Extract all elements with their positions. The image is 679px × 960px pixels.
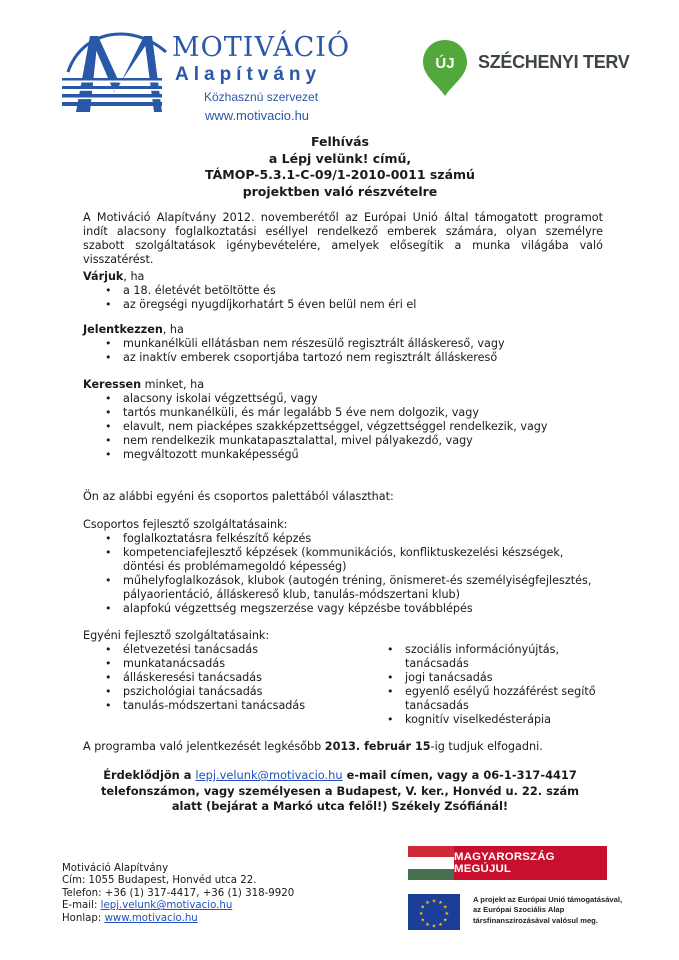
footer-contact-block [62,863,294,925]
eu-note-line: A projekt az Európai Unió támogatásával, [473,895,623,904]
szechenyi-mark-text: ÚJ [435,55,455,72]
section-egyeni [83,629,603,727]
brand-subtitle: Alapítvány [175,64,322,85]
list-item: • szociális információnyújtás, tanácsadás [365,643,603,671]
hungarian-flag-icon [408,846,454,880]
footer-phone: Telefon: +36 (1) 317-4417, +36 (1) 318-9920 [62,887,295,899]
brand-website[interactable]: www.motivacio.hu [205,108,310,123]
svg-text:★: ★ [420,904,426,911]
footer-web-link[interactable]: www.motivacio.hu [104,912,198,924]
document-title [120,134,560,200]
motivacio-logo-icon [62,22,168,120]
list-item: • alapfokú végzettség megszerzése vagy képzésbe továbblépés [83,602,603,616]
list [83,392,603,462]
brand-name: MOTIVÁCIÓ [172,32,351,63]
list-item: • életvezetési tanácsadás [83,643,365,657]
footer-email-row: E-mail: lepj.velunk@motivacio.hu [62,900,233,912]
section-heading: Várjuk, ha [83,270,145,283]
svg-text:★: ★ [425,921,430,928]
palette-intro: Ön az alábbi egyéni és csoportos palettából választhat: [83,490,394,503]
list-right [365,643,603,727]
list-item: • az öregségi nyugdíjkorhatárt 5 éven belül nem éri el [83,298,603,312]
list-item: • kognitív viselkedésterápia [365,713,603,727]
list [83,532,603,616]
svg-text:★: ★ [442,904,448,911]
list-item: • megváltozott munkaképességű [83,448,603,462]
partner-name: SZÉCHENYI TERV [478,52,630,72]
footer-email-link[interactable]: lepj.velunk@motivacio.hu [100,900,233,912]
svg-text:★: ★ [425,900,430,907]
list-item: • nem rendelkezik munkatapasztalattal, mivel pályakezdő, vagy [83,434,603,448]
footer-address: Cím: 1055 Budapest, Honvéd utca 22. [62,875,257,887]
two-column-list [83,643,603,727]
title-line-4: projektben való részvételre [242,183,438,199]
intro-paragraph: A Motiváció Alapítvány 2012. novemberétől az Európai Unió által támogatott programot indít alacsony foglalkoztatási eséllyel rendelkező emberek számára, olyan személyre szabott szolgáltatások igénybevételére, amelyek elősegítik a munka világába való visszatérést. [83,211,603,266]
svg-text:★: ★ [431,898,437,905]
badge-text: MAGYARORSZÁG MEGÚJUL [454,851,555,875]
footer-web-row: Honlap: www.motivacio.hu [62,912,198,924]
szechenyi-terv-logo-icon [421,38,469,98]
svg-text:★: ★ [431,923,437,930]
list-item: • tanulás-módszertani tanácsadás [83,699,365,713]
list-item: • munkatanácsadás [83,657,365,671]
list-left [83,643,365,727]
list-item: • pszichológiai tanácsadás [83,685,365,699]
eu-funding-note [473,895,622,926]
list-item: • a 18. életévét betöltötte és [83,284,603,298]
brand-organization-type: Közhasznú szervezet [204,90,319,104]
deadline-date: 2013. február 15 [324,740,431,753]
application-deadline: A programba való jelentkezését legkésőbb 2013. február 15-ig tudjuk elfogadni. [83,740,543,753]
list [83,337,603,365]
list-item: • alacsony iskolai végzettségű, vagy [83,392,603,406]
list-item: • egyenlő esélyű hozzáférést segítő tanácsadás [365,685,603,713]
svg-text:★: ★ [418,911,424,917]
section-jelentkezzen [83,323,603,365]
list-item: • álláskeresési tanácsadás [83,671,365,685]
list-item: • kompetenciafejlesztő képzések (kommunikációs, konfliktuskezelési készségek, döntési és problémamegoldó képesség) [83,546,603,574]
magyarorszag-megujul-badge [408,846,607,880]
svg-text:★: ★ [444,911,450,917]
list-item: • foglalkoztatásra felkészítő képzés [83,532,603,546]
list-item: • az inaktív emberek csoportjába tartozó nem regisztrált álláskereső [83,351,603,365]
svg-text:★: ★ [442,917,448,924]
footer-org: Motiváció Alapítvány [62,863,169,874]
section-heading: Egyéni fejlesztő szolgáltatásaink: [83,629,270,642]
svg-text:★: ★ [420,917,426,924]
section-keressen [83,378,603,462]
section-heading: Keressen minket, ha [83,378,205,391]
svg-text:★: ★ [438,921,443,928]
title-line-1: Felhívás [310,134,369,149]
contact-note: Érdeklődjön a lepj.velunk@motivacio.hu e-mail címen, vagy a 06-1-317-4417 telefonszámon, vagy személyesen a Budapest, V. ker., Honvéd u. 22. szám alatt (bejárat a Markó utca felől!) Székely Zsófiánál! [100,768,580,813]
eu-note-line: társfinanszírozásával valósul meg. [473,915,598,925]
section-csoportos [83,518,603,616]
title-line-3: TÁMOP-5.3.1-C-09/1-2010-0011 számú [205,167,475,182]
list-item: • műhelyfoglalkozások, klubok (autogén tréning, önismeret-és személyiségfejlesztés, pályaorientáció, álláskereső klub, tanulás-módszertani klub) [83,574,603,602]
eu-flag-icon [408,894,460,930]
svg-text:★: ★ [438,900,443,907]
list-item: • munkanélküli ellátásban nem részesülő regisztrált álláskereső, vagy [83,337,603,351]
list-item: • jogi tanácsadás [365,671,603,685]
contact-email-link[interactable]: lepj.velunk@motivacio.hu [195,768,343,782]
section-heading: Csoportos fejlesztő szolgáltatásaink: [83,518,288,531]
list [83,284,603,312]
list-item: • tartós munkanélküli, és már legalább 5 éve nem dolgozik, vagy [83,406,603,420]
list-item: • elavult, nem piacképes szakképzettséggel, végzettséggel rendelkezik, vagy [83,420,603,434]
section-varjuk [83,270,603,312]
title-line-2: a Lépj velünk! című, [268,150,412,166]
eu-note-line: az Európai Szociális Alap [473,905,565,915]
section-heading: Jelentkezzen, ha [83,323,184,336]
